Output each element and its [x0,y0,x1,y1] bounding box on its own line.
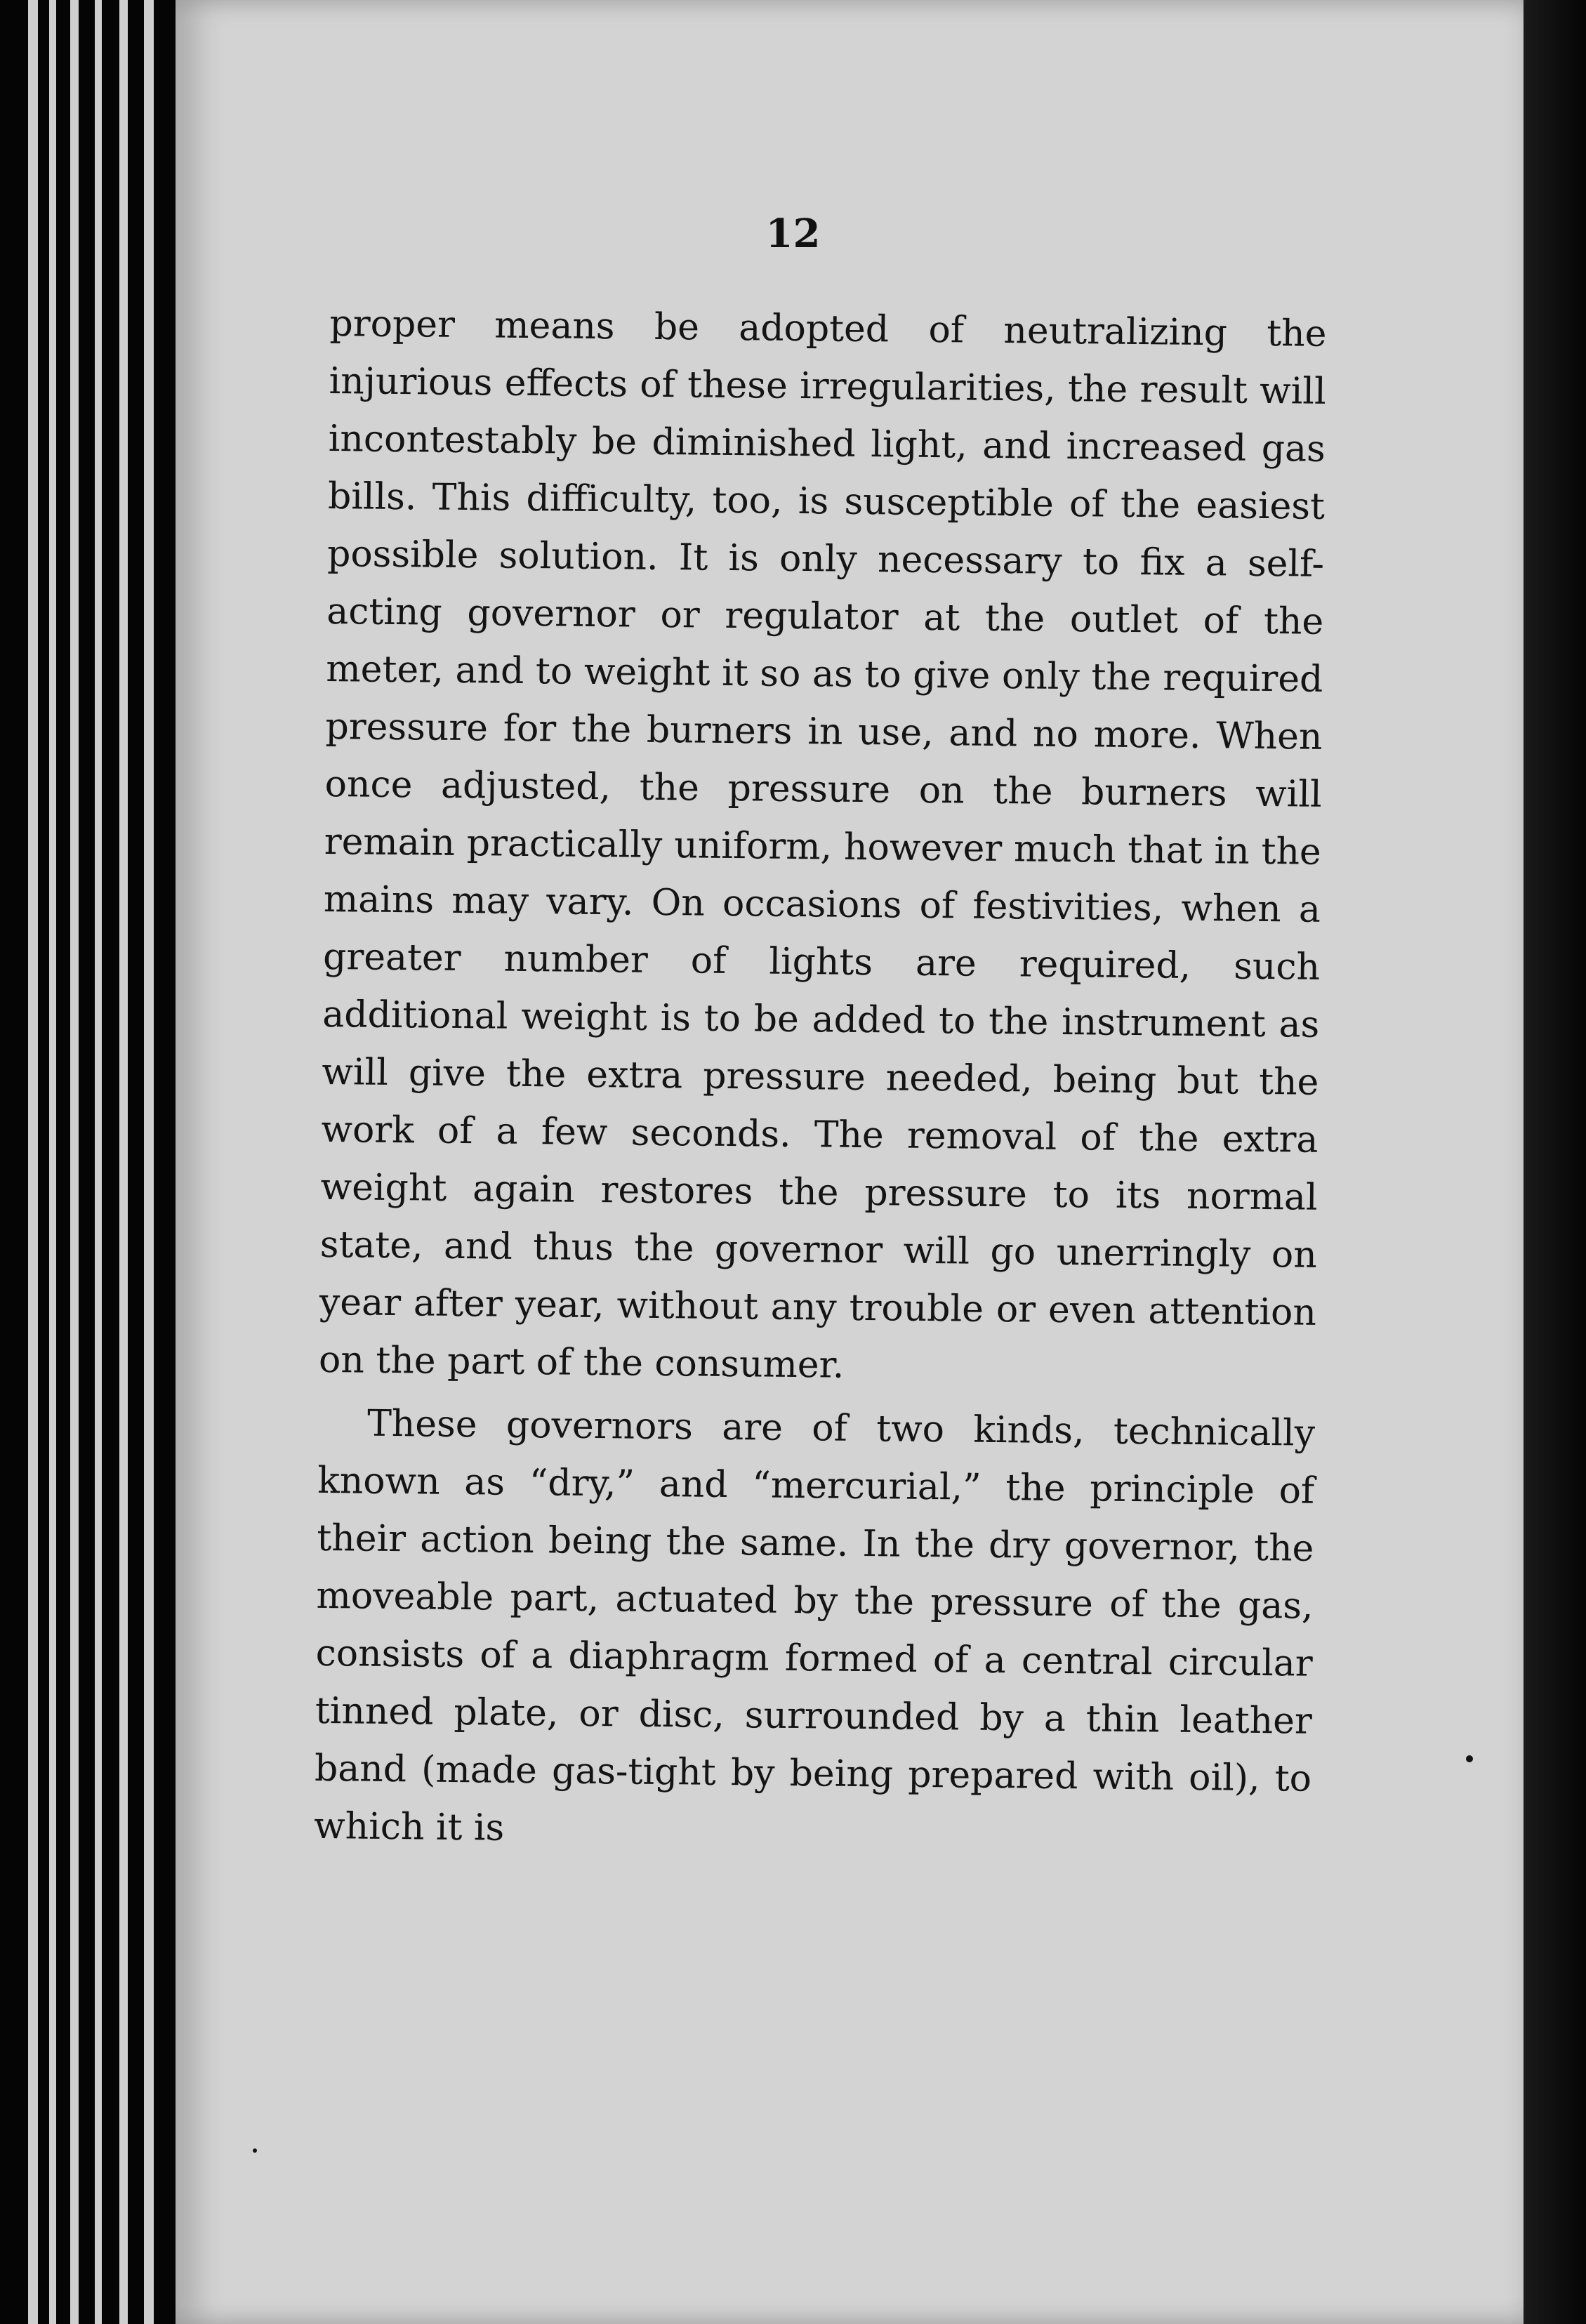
page-edge [28,0,38,2324]
page-edge [144,0,154,2324]
ink-speck [1466,1755,1473,1762]
page-number: 12 [765,211,821,257]
paragraph: These governors are of two kinds, technically known as “dry,” and “mercurial,” the principle of their action being the same. In the dry governor, the moveable part, actuated by the pressure of the gas, consists of a diaphragm formed of a central circular tinned plate, or disc, surrounded by a thin leather band (made gas-tight by being prepared with oil), to which it is [313,1402,1316,1849]
page-edge [70,0,79,2324]
page-edge [119,0,128,2324]
body-text [314,295,1327,1866]
page-edge [49,0,56,2324]
ink-speck [253,2148,257,2153]
paragraph: proper means be adopted of neutralizing the injurious effects of these irregularities, the result will incontestably be diminished light, and increased gas bills. This difficulty, too, is susceptible of the easiest possible solution. It is only necessary to fix a self-acting governor or regulator at the outlet of the meter, and to weight it so as to give only the required pressure for the burners in use, and no more. When once adjusted, the pressure on the burners will remain practically uniform, however much that in the mains may vary. On occasions of festivities, when a greater number of lights are required, such additional weight is to be added to the instrument as will give the extra pressure needed, being but the work of a few seconds. The removal of the extra weight again restores the pressure to its normal state, and thus the governor will go unerringly on year after year, without any trouble or even attention on the part of the consumer. [318,302,1327,1387]
page-gutter-shadow [1524,0,1586,2324]
page-edge [95,0,102,2324]
